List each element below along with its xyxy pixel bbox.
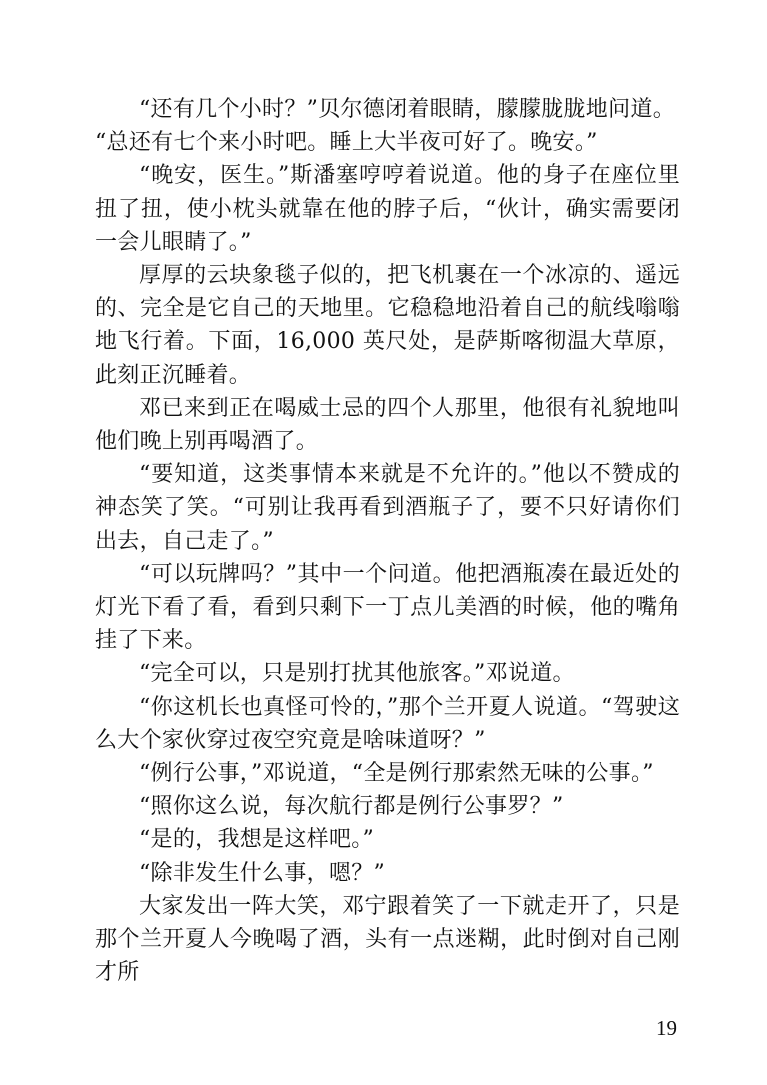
page-number: 19 (656, 1016, 677, 1040)
paragraph: “是的，我想是这样吧。” (139, 827, 375, 853)
paragraph: “要知道，这类事情本来就是不允许的。”他以不赞成的神态笑了笑。“可别让我再看到酒瓶子了，要不只好请你们出去，自己走了。” (95, 462, 680, 554)
paragraph: “完全可以，只是别打扰其他旅客。”邓说道。 (139, 661, 575, 687)
paragraph: “还有几个小时？”贝尔德闭着眼睛，朦朦胧胧地问道。 (139, 97, 675, 122)
paragraph: 大家发出一阵大笑，邓宁跟着笑了一下就走开了，只是那个兰开夏人今晚喝了酒，头有一点迷糊，此时倒对自己刚才所 (95, 893, 680, 986)
paragraph: “晚安，医生。”斯潘塞哼哼着说道。他的身子在座位里扭了扭，使小枕头就靠在他的脖子后，“伙计，确实需要闭一会儿眼睛了。” (95, 163, 680, 255)
paragraph: “总还有七个来小时吧。睡上大半夜可好了。晚安。” (95, 130, 598, 156)
paragraph: “照你这么说，每次航行都是例行公事罗？” (139, 794, 564, 820)
paragraph: 厚厚的云块象毯子似的，把飞机裹在一个冰凉的、遥远的、完全是它自己的天地里。它稳稳地沿着自己的航线嗡嗡地飞行着。下面，16,000 英尺处，是萨斯喀彻温大草原，此刻正沉睡着。 (95, 263, 680, 388)
paragraph: “可以玩牌吗？”其中一个问道。他把酒瓶凑在最近处的灯光下看了看，看到只剩下一丁点儿美酒的时候，他的嘴角挂了下来。 (95, 561, 680, 654)
paragraph: 邓已来到正在喝威士忌的四个人那里，他很有礼貌地叫他们晚上别再喝酒了。 (95, 395, 680, 455)
paragraph: “你这机长也真怪可怜的，”那个兰开夏人说道。“驾驶这么大个家伙穿过夜空究竟是啥味道呀？” (95, 694, 680, 753)
paragraph: “除非发生什么事，嗯？” (139, 860, 386, 886)
body-text (95, 93, 680, 989)
paragraph: “例行公事，”邓说道，“全是例行那索然无味的公事。” (139, 761, 654, 787)
